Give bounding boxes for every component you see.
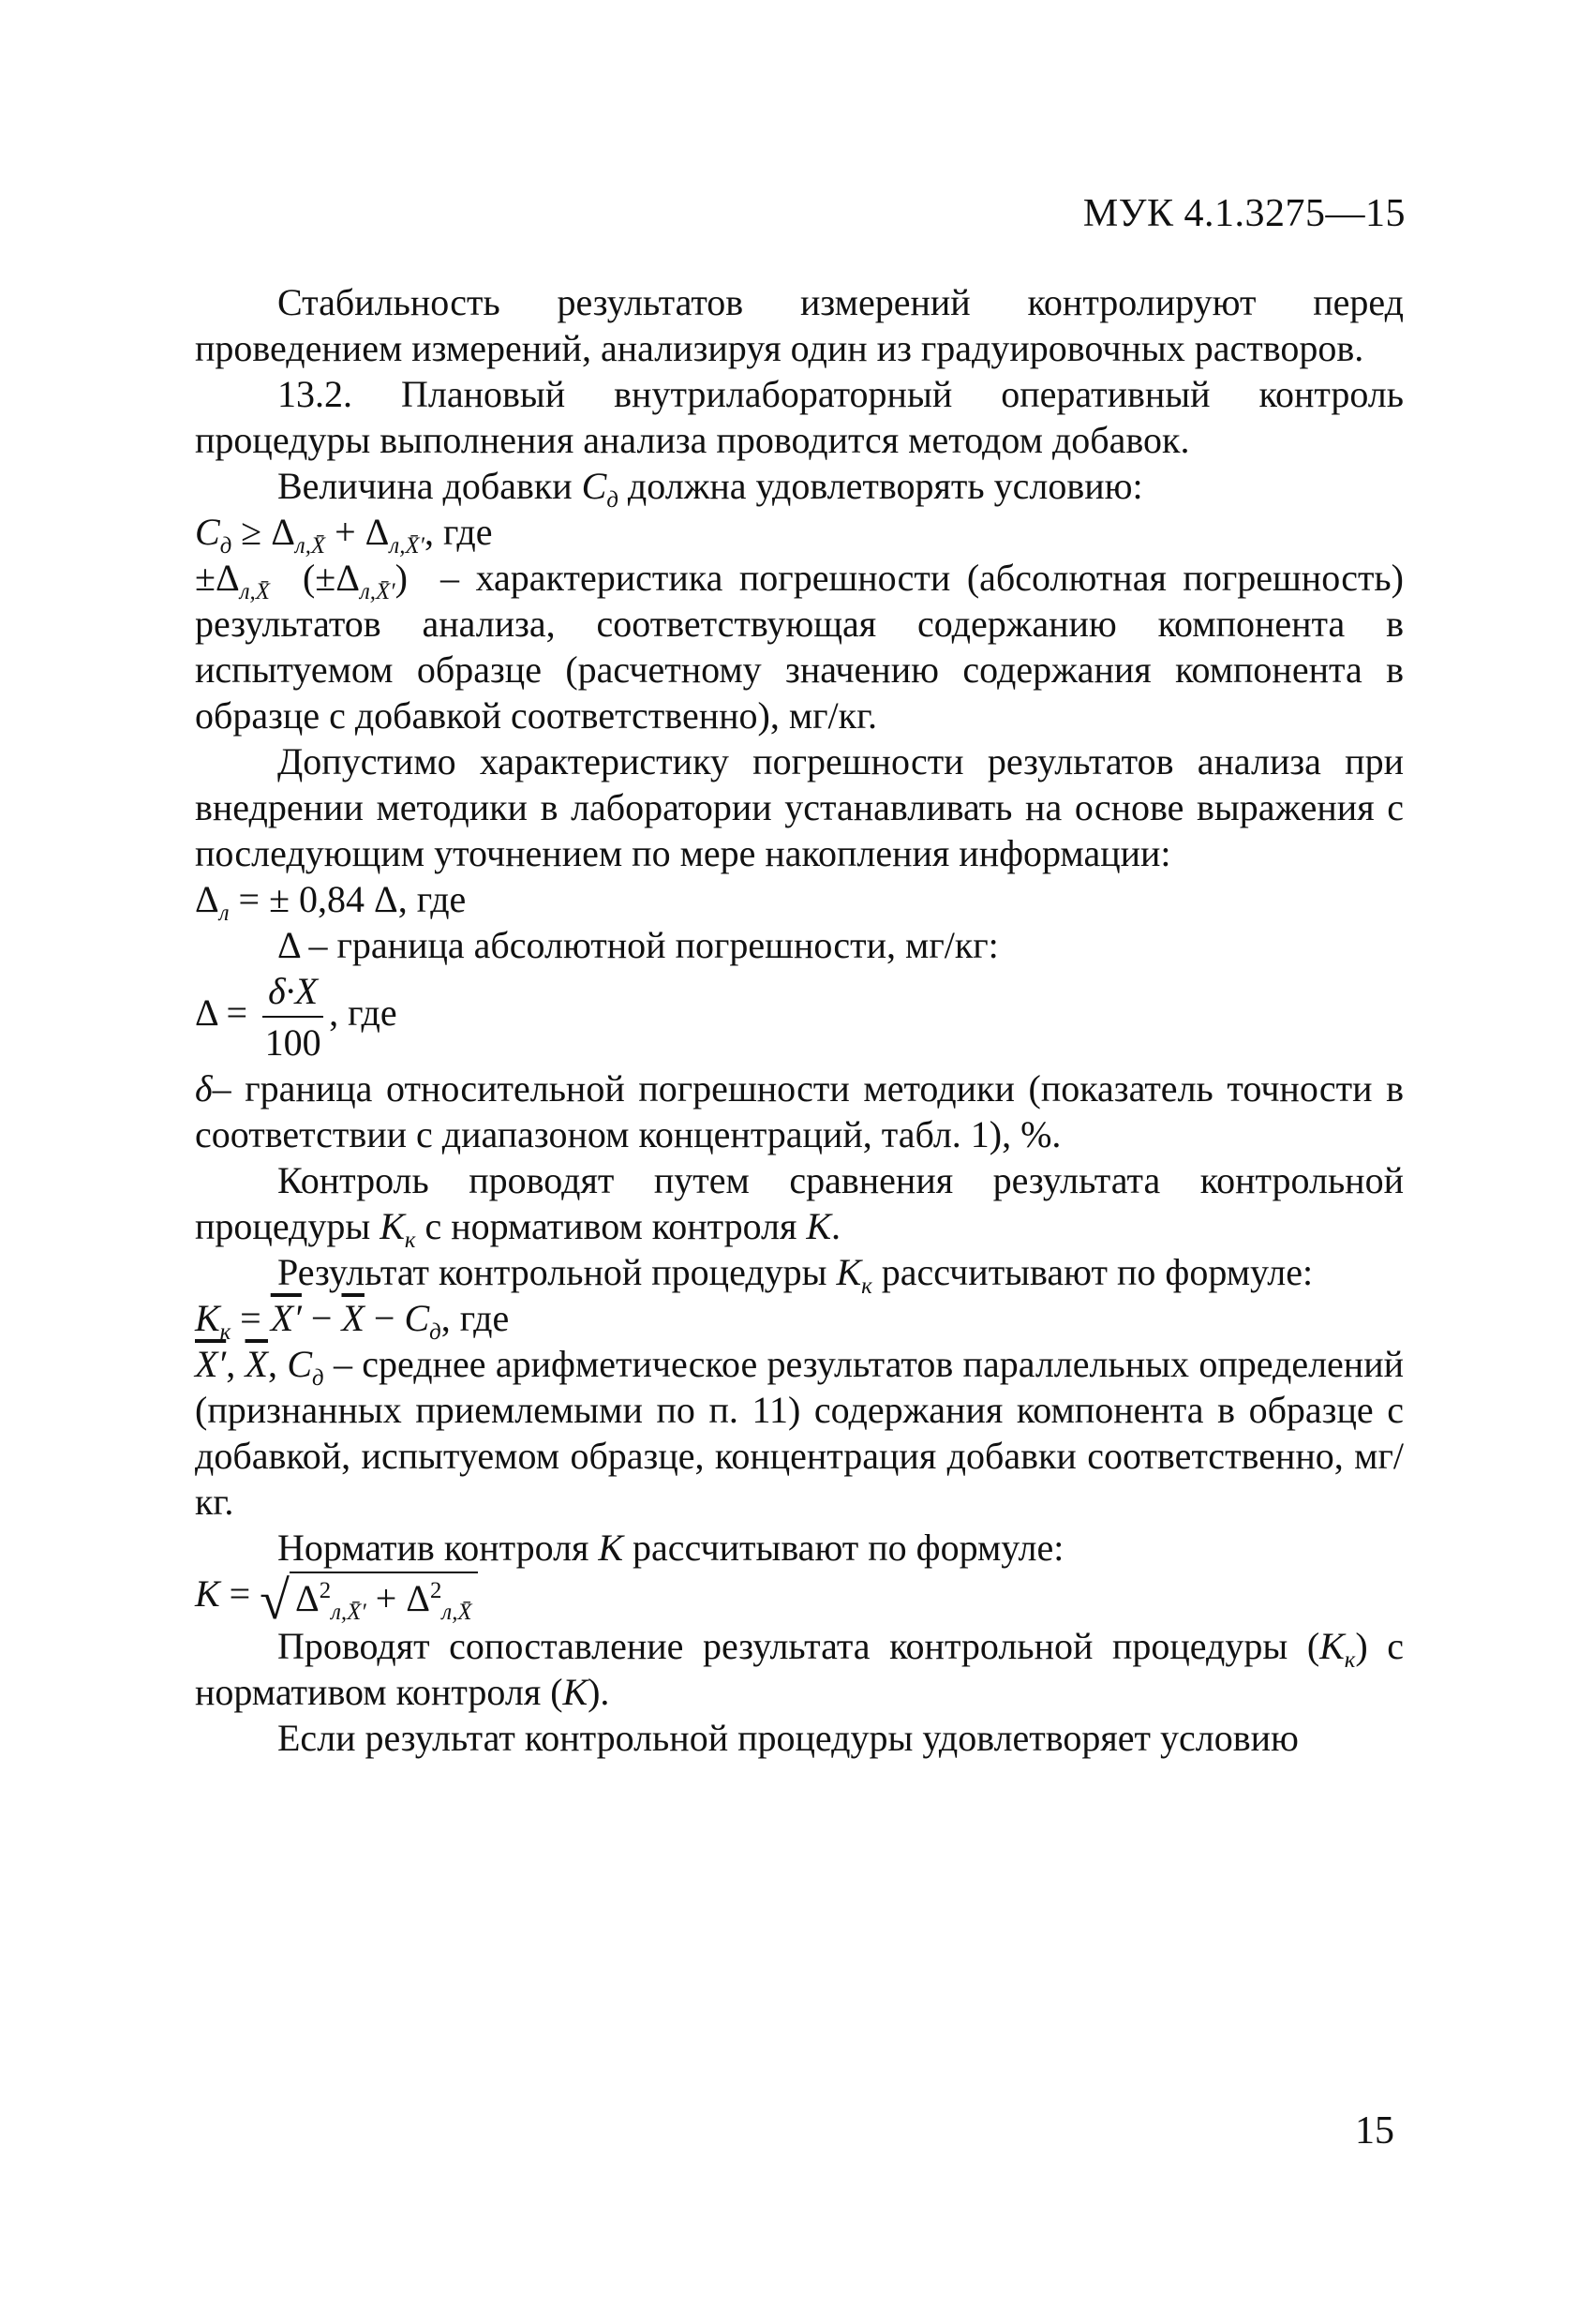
paragraph: Стабильность результатов измерений контролируют перед проведением измерений, анализируя один из градуировочных растворов. <box>195 281 1404 369</box>
paragraph: Если результат контрольной процедуры удовлетворяет условию <box>277 1717 1299 1760</box>
page-number: 15 <box>1355 2109 1394 2153</box>
formula-kk: $К_к = X' - \overline{X} - С_д$, где <box>195 1297 510 1345</box>
paragraph: Контроль проводят путем сравнения результата контрольной процедуры $К_к$ с нормативом контроля К. <box>195 1159 1404 1253</box>
paragraph: Норматив контроля К рассчитывают по формуле: <box>277 1527 1064 1569</box>
paragraph: Величина добавки $С_д$ должна удовлетворять условию: <box>277 465 1143 513</box>
page-body <box>195 279 1404 1761</box>
square-root: √ $\Delta^2_{л,X̄'} + \Delta^2_{л,X̄}$ <box>260 1572 477 1623</box>
paragraph: 13.2. Плановый внутрилабораторный оперативный контроль процедуры выполнения анализа проводится методом добавок. <box>195 373 1404 461</box>
paragraph: Проводят сопоставление результата контрольной процедуры $(К_к)$ с нормативом контроля (К). <box>195 1625 1404 1714</box>
paragraph: Δ – граница абсолютной погрешности, мг/кг: <box>277 924 999 966</box>
paragraph: Результат контрольной процедуры $К_к$ рассчитывают по формуле: <box>277 1251 1314 1299</box>
paragraph: $\pm\Delta_{л,X̄}$ $(\pm\Delta_{л,X̄'})$ – характеристика погрешности (абсолютная погрешность) результатов анализа, соответствующая содержанию компонента в испытуемом образце (расчетному значению содержания компонента в образце с добавкой соответственно), мг/кг. <box>195 557 1404 737</box>
paragraph: X′, $\overline{X}$, $С_д$ – среднее арифметическое результатов параллельных определений (признанных приемлемыми по п. 11) содержания компонента в образце с добавкой, испытуемом образце, концентрация добавки соответственно, мг/кг. <box>195 1343 1405 1523</box>
fraction: $\frac{\delta\cdot X}{100}$ <box>262 968 323 1065</box>
paragraph: Допустимо характеристику погрешности результатов анализа при внедрении методики в лаборатории устанавливать на основе выражения с последующим уточнением по мере накопления информации: <box>195 740 1404 874</box>
formula-delta: Δ = $\frac{\delta\cdot X}{100}$ , где <box>195 970 397 1064</box>
formula-delta-l: $\Delta_л$ = ± 0,84 Δ, где <box>195 878 467 926</box>
formula-k: К = √ $\Delta^2_{л,X̄'} + \Delta^2_{л,X̄}$ <box>195 1571 1404 1623</box>
document-code: МУК 4.1.3275—15 <box>1082 192 1406 235</box>
paragraph: δ– граница относительной погрешности методики (показатель точности в соответствии с диапазоном концентраций, табл. 1), %. <box>195 1067 1404 1155</box>
formula-condition: $С_д \ge \Delta_{л,X̄} + \Delta_{л,X̄'}$, где <box>195 511 493 559</box>
